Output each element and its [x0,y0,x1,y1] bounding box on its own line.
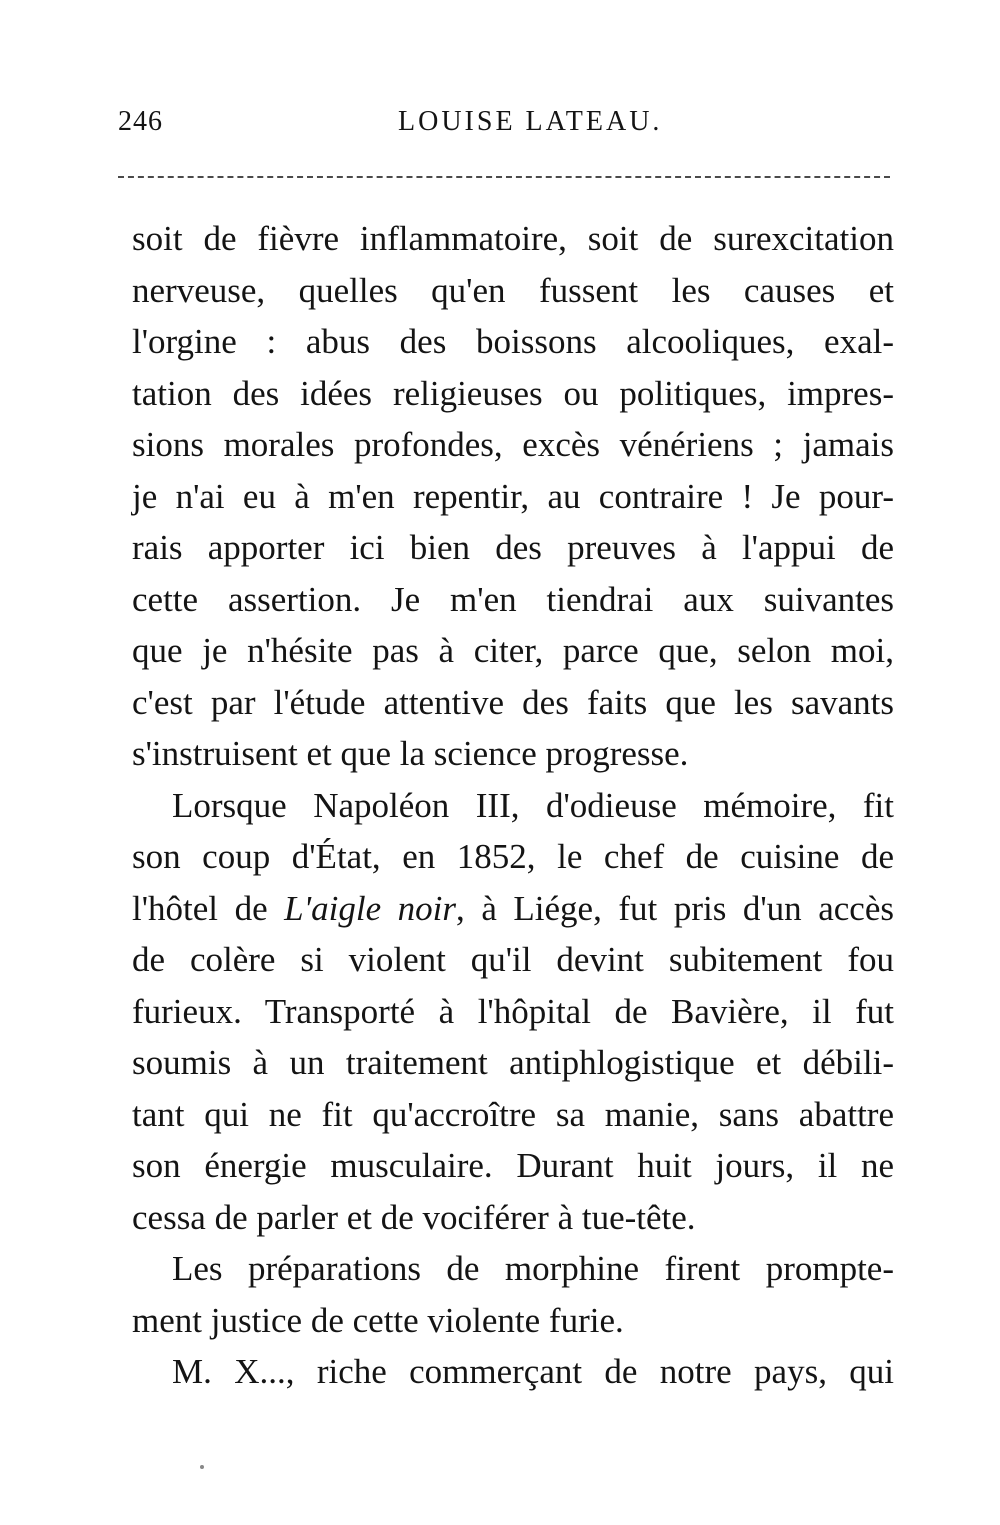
text-line: tation des idées religieuses ou politiques, impres- [132,373,894,413]
paragraph-4 [132,1346,894,1398]
header-rule [118,176,890,178]
text-line: de colère si violent qu'il devint subitement fou [132,940,894,979]
paragraph-3 [132,1243,894,1346]
text-line: son coup d'État, en 1852, le chef de cuisine de [132,837,894,876]
text-line: nerveuse, quelles qu'en fussent les causes et [132,270,894,310]
text-line: cette assertion. Je m'en tiendrai aux suivantes [132,579,894,619]
text-line: soumis à un traitement antiphlogistique et débili- [132,1043,894,1082]
text-line: Lorsque Napoléon III, d'odieuse mémoire, fit [172,785,894,825]
text-line: s'instruisent et que la science progresse. [132,734,689,773]
paragraph-1 [132,213,894,780]
body-text [132,213,894,1398]
text-line: tant qui ne fit qu'accroître sa manie, sans abattre [132,1094,894,1134]
text-line: l'hôtel de L'aigle noir, à Liége, fut pris d'un accès [132,888,895,928]
text-line: ment justice de cette violente furie. [132,1300,624,1340]
text-line: c'est par l'étude attentive des faits que les savants [132,682,894,722]
running-head [118,106,890,142]
text-line: son énergie musculaire. Durant huit jours, il ne [132,1146,894,1185]
hotel-name: L'aigle noir [284,888,457,928]
paragraph-2 [132,780,894,1244]
running-title: LOUISE LATEAU. [398,106,663,137]
text-line: l'orgine : abus des boissons alcooliques, exal- [132,322,894,361]
text-line: Les préparations de morphine firent prompte- [172,1249,894,1288]
text-line: furieux. Transporté à l'hôpital de Bavière, il fut [132,991,894,1031]
text-line: cessa de parler et de vociférer à tue-tête. [132,1197,696,1237]
text-line: soit de fièvre inflammatoire, soit de surexcitation [132,219,894,258]
page-number: 246 [118,106,163,137]
text-line: rais apporter ici bien des preuves à l'appui de [132,528,894,567]
text-line: M. X..., riche commerçant de notre pays, qui [172,1352,894,1391]
text-line: que je n'hésite pas à citer, parce que, selon moi, [132,631,894,670]
text-line: sions morales profondes, excès vénériens ; jamais [132,425,894,464]
text-line: je n'ai eu à m'en repentir, au contraire ! Je pour- [132,476,894,516]
print-speck [200,1465,204,1469]
